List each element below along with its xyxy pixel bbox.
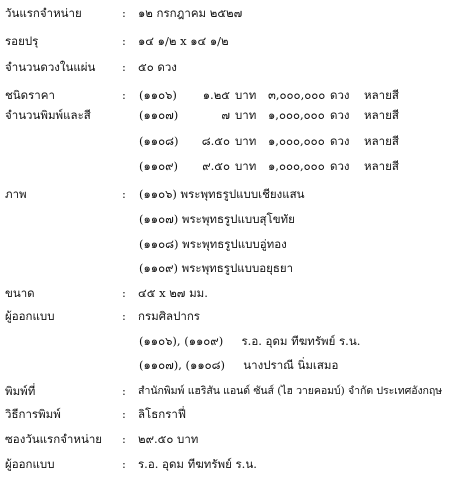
images-label: ภาพ [5, 187, 27, 201]
denomination-color: หลายสี [364, 159, 399, 173]
print-method-value: ลิโธกราฟี่ [138, 407, 186, 421]
designer-value: กรมศิลปากร [138, 309, 200, 323]
denomination-price: ๑.๒๕ [202, 88, 230, 102]
print-method-label: วิธีการพิมพ์ [5, 407, 61, 421]
denomination-label: ชนิดราคา [5, 88, 55, 102]
images-row [0, 208, 454, 230]
images-row [0, 183, 454, 205]
colon: : [122, 432, 126, 446]
denomination-pieces: ดวง [330, 108, 350, 122]
denomination-pieces: ดวง [330, 88, 350, 102]
issue-date-label: วันแรกจำหน่าย [5, 6, 82, 20]
size-label: ขนาด [5, 286, 35, 300]
denomination-unit: บาท [235, 134, 257, 148]
denomination-row [0, 104, 454, 126]
images-row [0, 257, 454, 279]
designer-row [0, 305, 454, 327]
denomination-color: หลายสี [364, 134, 399, 148]
colon: : [122, 6, 126, 20]
denomination-quantity: ๑,๐๐๐,๐๐๐ [268, 159, 325, 173]
stamps-per-sheet-row [0, 56, 454, 78]
print-quantity-label: จำนวนพิมพ์และสี [5, 108, 91, 122]
perforation-label: รอยปรุ [5, 34, 39, 48]
image-item: (๑๑๐๘) พระพุทธรูปแบบอู่ทอง [139, 237, 287, 251]
denomination-quantity: ๓,๐๐๐,๐๐๐ [268, 88, 326, 102]
colon: : [122, 384, 126, 398]
colon: : [122, 309, 126, 323]
denomination-quantity: ๑,๐๐๐,๐๐๐ [268, 108, 325, 122]
size-value: ๔๕ x ๒๗ มม. [138, 286, 208, 300]
issue-date-row [0, 2, 454, 24]
designer-row [0, 354, 454, 376]
colon: : [122, 187, 126, 201]
issue-date-value: ๑๒ กรกฎาคม ๒๕๒๗ [138, 6, 243, 20]
image-item: (๑๑๐๙) พระพุทธรูปแบบอยุธยา [139, 261, 294, 275]
print-method-row [0, 403, 454, 425]
designer-line: (๑๑๐๗), (๑๑๐๘) นางปราณี นิ่มเสมอ [139, 358, 339, 372]
designer-label: ผู้ออกแบบ [5, 309, 55, 323]
denomination-row [0, 155, 454, 177]
fdc-designer-label: ผู้ออกแบบ [5, 457, 55, 471]
denomination-pieces: ดวง [330, 134, 350, 148]
printer-row [0, 380, 454, 402]
perforation-row [0, 30, 454, 52]
denomination-quantity: ๑,๐๐๐,๐๐๐ [268, 134, 325, 148]
denomination-row [0, 130, 454, 152]
size-row [0, 282, 454, 304]
colon: : [122, 60, 126, 74]
denomination-price: ๗ [221, 108, 230, 122]
denomination-row [0, 84, 454, 106]
image-item: (๑๑๐๗) พระพุทธรูปแบบสุโขทัย [139, 212, 295, 226]
fdc-label: ซองวันแรกจำหน่าย [5, 432, 103, 446]
denomination-code: (๑๑๐๗) [139, 108, 179, 122]
colon: : [122, 34, 126, 48]
designer-line: (๑๑๐๖), (๑๑๐๙) ร.อ. อุดม ทีฆทรัพย์ ร.น. [139, 334, 361, 348]
denomination-color: หลายสี [364, 88, 399, 102]
stamps-per-sheet-label: จำนวนดวงในแผ่น [5, 60, 96, 74]
denomination-code: (๑๑๐๖) [139, 88, 177, 102]
printer-value: สำนักพิมพ์ แฮริสัน แอนด์ ซันส์ (ไฮ วายคอมบ์) จำกัด ประเทศอังกฤษ [138, 385, 443, 397]
fdc-designer-value: ร.อ. อุดม ทีฆทรัพย์ ร.น. [138, 457, 257, 471]
designer-row [0, 330, 454, 352]
fdc-designer-row [0, 453, 454, 475]
denomination-price: ๙.๕๐ [202, 159, 230, 173]
colon: : [122, 407, 126, 421]
denomination-unit: บาท [235, 159, 257, 173]
image-item: (๑๑๐๖) พระพุทธรูปแบบเชียงแสน [139, 187, 305, 201]
denomination-color: หลายสี [364, 108, 399, 122]
printer-label: พิมพ์ที่ [5, 384, 36, 398]
denomination-unit: บาท [235, 108, 257, 122]
perforation-value: ๑๔ ๑/๒ x ๑๔ ๑/๒ [138, 34, 229, 48]
colon: : [122, 457, 126, 471]
fdc-price: ๒๙.๕๐ บาท [138, 432, 199, 446]
denomination-unit: บาท [235, 88, 257, 102]
denomination-pieces: ดวง [330, 159, 350, 173]
denomination-price: ๘.๕๐ [201, 134, 230, 148]
colon: : [122, 88, 126, 102]
denomination-code: (๑๑๐๙) [139, 159, 179, 173]
denomination-code: (๑๑๐๘) [139, 134, 179, 148]
fdc-row [0, 428, 454, 450]
images-row [0, 233, 454, 255]
stamps-per-sheet-value: ๕๐ ดวง [138, 60, 177, 74]
colon: : [122, 286, 126, 300]
